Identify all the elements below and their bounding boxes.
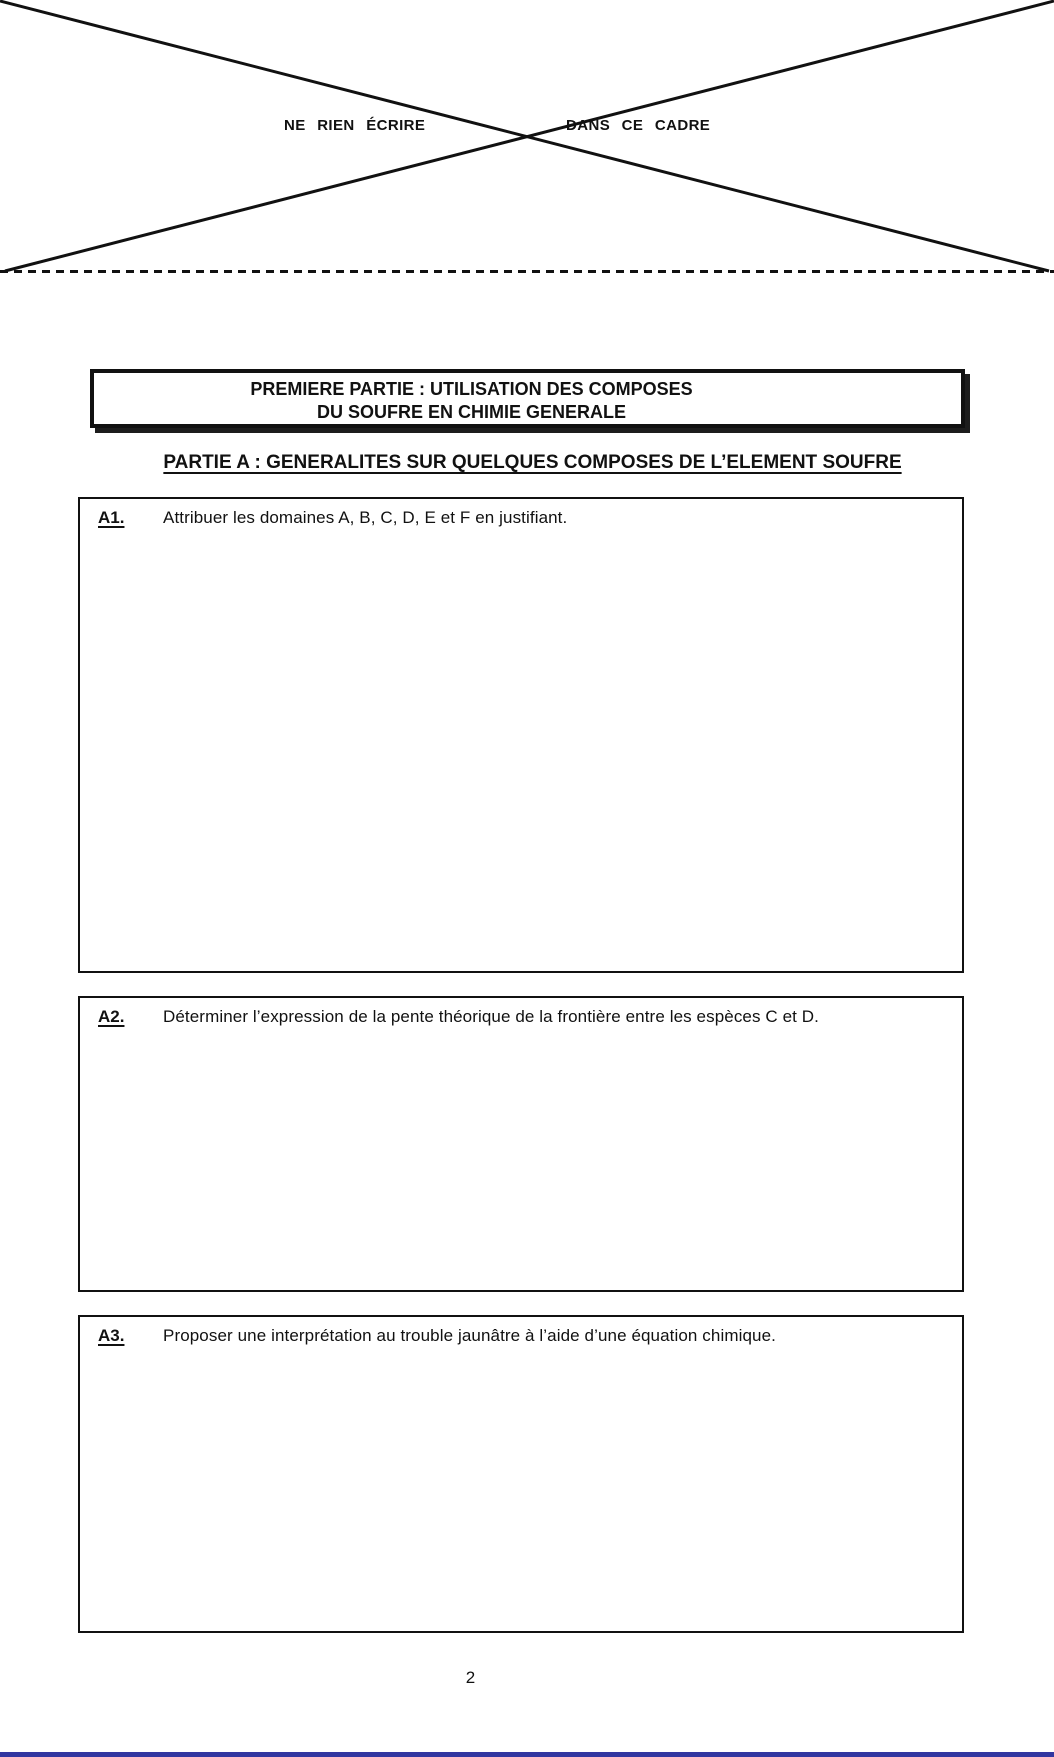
part-title-line-2: DU SOUFRE EN CHIMIE GENERALE [316,402,627,422]
part-title-line-1: PREMIERE PARTIE : UTILISATION DES COMPOSES [250,379,693,399]
question-row-a2 [80,998,962,1028]
question-text-a1: Attribuer les domaines A, B, C, D, E et F en justifiant. [163,508,568,527]
do-not-write-label-right: DANS CE CADRE [566,117,711,134]
part-title-box [90,369,965,428]
question-row-a3 [80,1317,962,1347]
question-box-a3 [78,1315,964,1633]
question-box-a2 [78,996,964,1292]
question-row-a1 [80,499,962,529]
cross-out-x [0,0,1054,274]
dashed-separator [0,270,1054,273]
section-heading-text: PARTIE A : GENERALITES SUR QUELQUES COMPOSES DE L’ELEMENT SOUFRE [163,452,902,473]
page-number: 2 [465,1668,476,1687]
question-text-a2: Déterminer l’expression de la pente théorique de la frontière entre les espèces C et D. [163,1007,819,1026]
question-label-a1: A1. [98,508,125,527]
scan-edge-strip [0,1752,1054,1757]
question-label-a2: A2. [98,1007,125,1026]
question-box-a1 [78,497,964,973]
do-not-write-label-left: NE RIEN ÉCRIRE [284,117,426,134]
question-label-a3: A3. [98,1326,125,1345]
question-text-a3: Proposer une interprétation au trouble jaunâtre à l’aide d’une équation chimique. [163,1326,776,1345]
section-heading [95,452,970,474]
